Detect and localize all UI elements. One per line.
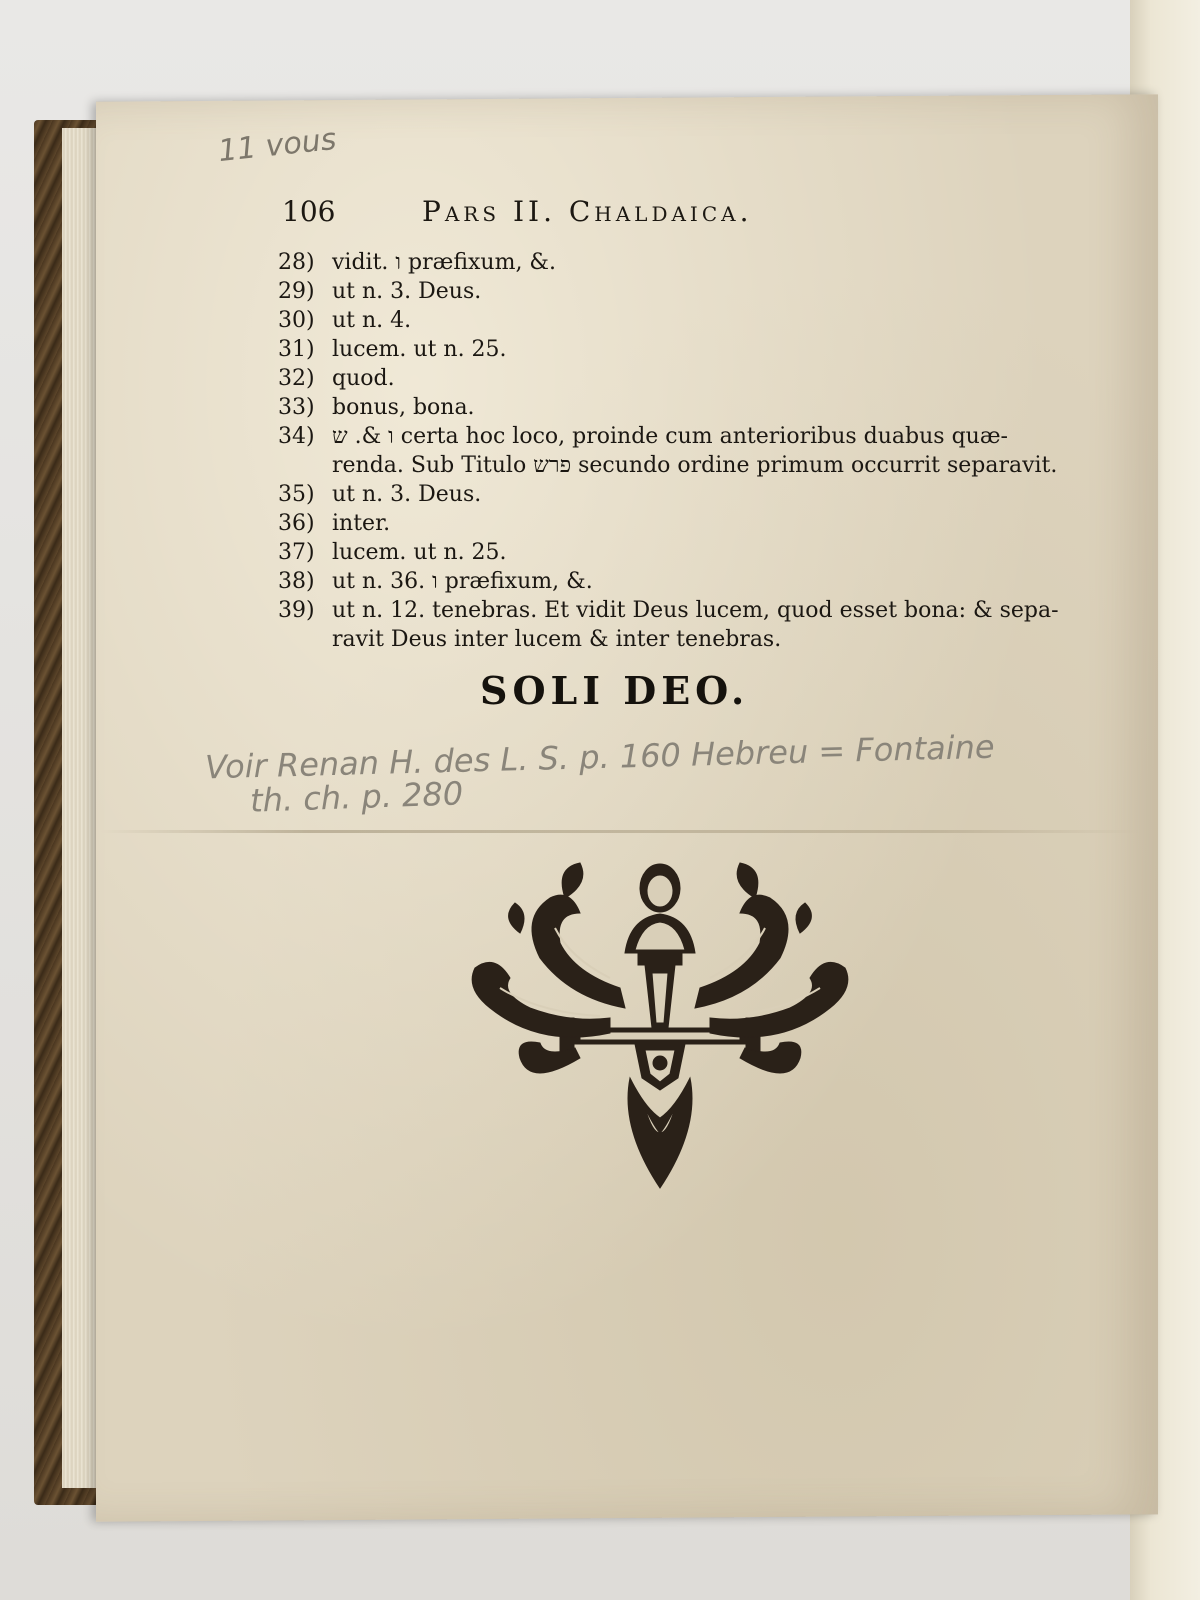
pencil-annotation-line-2: th. ch. p. 280 — [249, 774, 464, 820]
pencil-annotation-top: 11 vous — [216, 121, 338, 170]
note-item: 30) ut n. 4. — [278, 308, 412, 333]
note-item: 28) vidit. ו præfixum, &. — [278, 250, 557, 275]
note-item: 29) ut n. 3. Deus. — [278, 279, 482, 304]
note-item: 37) lucem. ut n. 25. — [278, 540, 507, 565]
note-item: 34) ו &. ש certa hoc loco, proinde cum anterioribus duabus quæ- — [278, 424, 1008, 449]
note-item-continuation: renda. Sub Titulo פרש secundo ordine primum occurrit separavit. — [332, 453, 1058, 478]
note-item: 31) lucem. ut n. 25. — [278, 337, 507, 362]
note-item: 32) quod. — [278, 366, 395, 391]
page-header — [282, 195, 902, 235]
note-item: 38) ut n. 36. ו præfixum, &. — [278, 569, 593, 594]
bust-and-foliage-ornament-icon — [460, 858, 860, 1198]
page-fold-crease — [100, 830, 1140, 833]
page-number: 106 — [282, 195, 336, 228]
running-head: Pars II. Chaldaica. — [422, 195, 753, 228]
note-item-continuation: ravit Deus inter lucem & inter tenebras. — [332, 627, 782, 652]
colophon-heading: SOLI DEO. — [480, 668, 750, 713]
note-item: 33) bonus, bona. — [278, 395, 475, 420]
pencil-annotation-line-1: Voir Renan H. des L. S. p. 160 Hebreu = Fontaine — [204, 727, 996, 787]
note-item: 35) ut n. 3. Deus. — [278, 482, 482, 507]
note-item: 36) inter. — [278, 511, 391, 536]
notes-list — [278, 248, 1058, 654]
note-item: 39) ut n. 12. tenebras. Et vidit Deus lucem, quod esset bona: & sepa- — [278, 598, 1059, 623]
